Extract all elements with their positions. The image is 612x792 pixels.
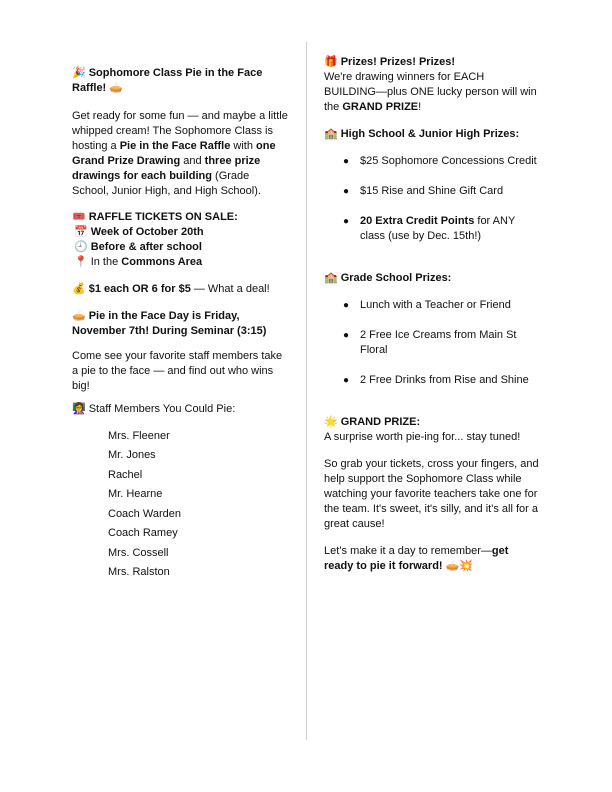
tickets-time: 🕘 Before & after school: [74, 241, 202, 253]
closing-line: help support the Sophomore Class while: [324, 473, 522, 485]
prizes-line: BUILDING—plus ONE lucky person will win: [324, 86, 537, 98]
pie-explosion-icon: 🥧💥: [445, 560, 474, 572]
prizes-line: We're drawing winners for EACH: [324, 71, 485, 83]
star-icon: 🌟: [324, 416, 338, 428]
calendar-icon: 📅: [74, 226, 88, 238]
school-icon: 🏫: [324, 128, 338, 140]
staff-item: Coach Warden: [108, 508, 181, 520]
staff-item: Mrs. Ralston: [108, 566, 170, 578]
event-title: 🎉 Sophomore Class Pie in the Face: [72, 67, 263, 79]
prizes-line: the GRAND PRIZE!: [324, 101, 422, 113]
intro-line: drawings for each building (Grade: [72, 170, 250, 182]
money-bag-icon: 💰: [72, 283, 86, 295]
intro-line: Grand Prize Drawing and three prize: [72, 155, 261, 167]
closing-line: So grab your tickets, cross your fingers, and: [324, 458, 539, 470]
party-popper-icon: 🎉: [72, 67, 86, 79]
grand-prize-heading: 🌟 GRAND PRIZE:: [324, 416, 421, 428]
staff-heading: 👩‍🏫 Staff Members You Could Pie:: [72, 403, 236, 415]
pin-icon: 📍: [74, 256, 88, 268]
pie-day-line2: November 7th! During Seminar (3:15): [72, 325, 267, 337]
closing-line: the team. It's sweet, it's silly, and it's all for a: [324, 503, 538, 515]
ticket-icon: 🎟️: [72, 211, 86, 223]
prizes-heading: 🎁 Prizes! Prizes! Prizes!: [324, 56, 456, 68]
final-line2: ready to pie it forward! 🥧💥: [324, 560, 474, 572]
come-line: a pie to the face — and find out who wins: [72, 365, 274, 377]
final-line: Let’s make it a day to remember—get: [324, 545, 509, 557]
teacher-icon: 👩‍🏫: [72, 403, 86, 415]
hs-heading: 🏫 High School & Junior High Prizes:: [324, 128, 520, 140]
tickets-heading: 🎟️ RAFFLE TICKETS ON SALE:: [72, 211, 238, 223]
closing-line: watching your favorite teachers take one for: [324, 488, 538, 500]
intro-line: hosting a Pie in the Face Raffle with one: [72, 140, 276, 152]
column-divider: [306, 42, 307, 740]
school-icon: 🏫: [324, 272, 338, 284]
bullet-icon: ●: [343, 330, 350, 341]
staff-item: Mrs. Cossell: [108, 547, 169, 559]
staff-item: Coach Ramey: [108, 527, 178, 539]
event-title-line2: Raffle! 🥧: [72, 82, 123, 94]
clock-icon: 🕘: [74, 241, 88, 253]
tickets-week: 📅 Week of October 20th: [74, 226, 204, 238]
grand-prize-text: A surprise worth pie-ing for... stay tuned!: [324, 431, 521, 443]
staff-item: Mrs. Fleener: [108, 430, 170, 442]
staff-item: Rachel: [108, 469, 143, 481]
bullet-icon: ●: [343, 216, 350, 227]
bullet-icon: ●: [343, 375, 350, 386]
tickets-place: 📍 In the Commons Area: [74, 256, 203, 268]
gs-heading: 🏫 Grade School Prizes:: [324, 272, 452, 284]
intro-line: Get ready for some fun — and maybe a little: [72, 110, 288, 122]
come-line: big!: [72, 380, 90, 392]
pie-day-line: 🥧 Pie in the Face Day is Friday,: [72, 310, 240, 322]
bullet-icon: ●: [343, 300, 350, 311]
staff-item: Mr. Jones: [108, 449, 156, 461]
pie-icon: 🥧: [109, 82, 123, 94]
intro-line: whipped cream! The Sophomore Class is: [72, 125, 273, 137]
bullet-icon: ●: [343, 186, 350, 197]
bullet-icon: ●: [343, 156, 350, 167]
price-line: 💰 $1 each OR 6 for $5 — What a deal!: [72, 283, 270, 295]
gift-icon: 🎁: [324, 56, 338, 68]
closing-line: great cause!: [324, 518, 385, 530]
intro-line: School, Junior High, and High School).: [72, 185, 261, 197]
come-line: Come see your favorite staff members take: [72, 350, 283, 362]
staff-item: Mr. Hearne: [108, 488, 163, 500]
pie-icon: 🥧: [72, 310, 86, 322]
